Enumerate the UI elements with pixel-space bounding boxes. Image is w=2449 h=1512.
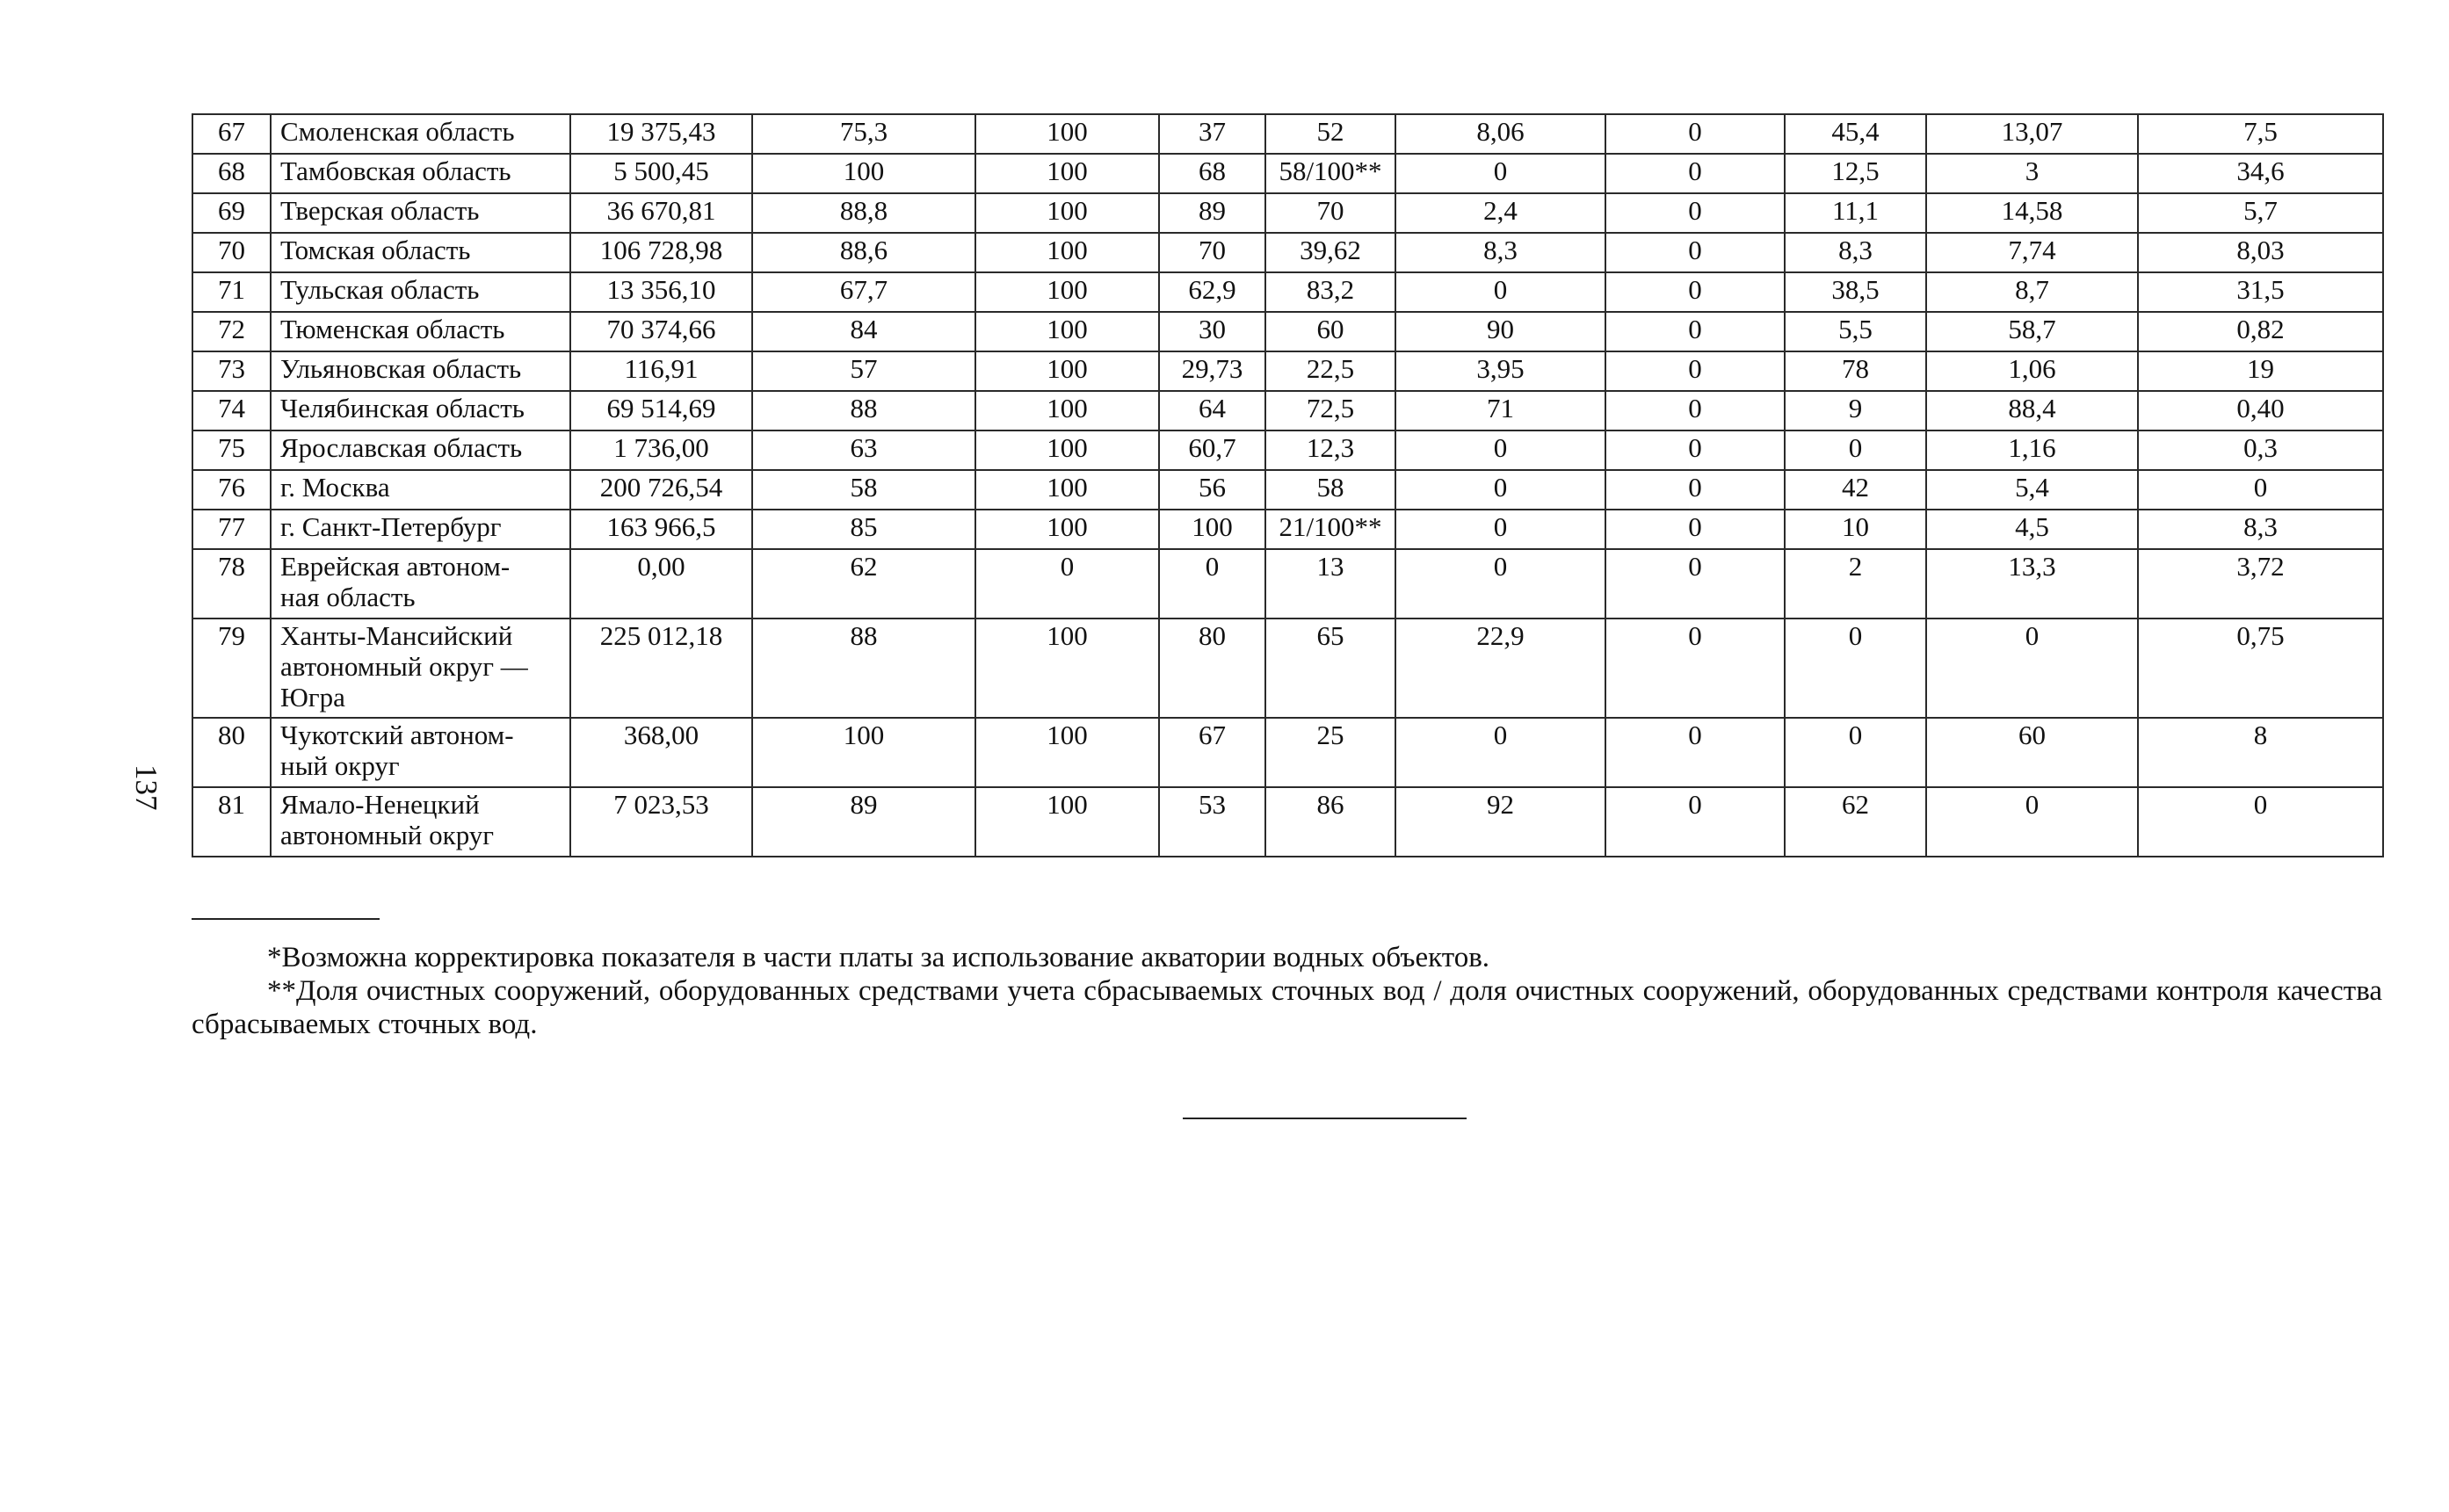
value-cell: 63 xyxy=(752,430,975,470)
value-cell: 100 xyxy=(975,233,1159,272)
value-cell: 88 xyxy=(752,619,975,718)
value-cell: 0 xyxy=(1605,114,1785,154)
row-number-cell: 70 xyxy=(192,233,271,272)
value-cell: 31,5 xyxy=(2138,272,2383,312)
value-cell: 57 xyxy=(752,351,975,391)
value-cell: 34,6 xyxy=(2138,154,2383,193)
value-cell: 89 xyxy=(752,787,975,857)
value-cell: 7,5 xyxy=(2138,114,2383,154)
row-number-cell: 72 xyxy=(192,312,271,351)
value-cell: 60 xyxy=(1265,312,1395,351)
value-cell: 60 xyxy=(1926,718,2138,787)
region-name-cell: Тульская область xyxy=(271,272,570,312)
row-number-cell: 69 xyxy=(192,193,271,233)
value-cell: 1,16 xyxy=(1926,430,2138,470)
value-cell: 0 xyxy=(1605,430,1785,470)
value-cell: 0 xyxy=(1605,510,1785,549)
value-cell: 58,7 xyxy=(1926,312,2138,351)
value-cell: 64 xyxy=(1159,391,1265,430)
value-cell: 8,3 xyxy=(2138,510,2383,549)
value-cell: 0 xyxy=(1605,233,1785,272)
value-cell: 39,62 xyxy=(1265,233,1395,272)
value-cell: 0 xyxy=(1605,312,1785,351)
value-cell: 163 966,5 xyxy=(570,510,752,549)
value-cell: 5,5 xyxy=(1785,312,1926,351)
row-number-cell: 74 xyxy=(192,391,271,430)
value-cell: 92 xyxy=(1395,787,1605,857)
table-row xyxy=(192,470,2383,510)
value-cell: 38,5 xyxy=(1785,272,1926,312)
value-cell: 13,3 xyxy=(1926,549,2138,619)
value-cell: 85 xyxy=(752,510,975,549)
value-cell: 100 xyxy=(975,430,1159,470)
value-cell: 70 xyxy=(1159,233,1265,272)
value-cell: 200 726,54 xyxy=(570,470,752,510)
value-cell: 13 356,10 xyxy=(570,272,752,312)
value-cell: 52 xyxy=(1265,114,1395,154)
value-cell: 1 736,00 xyxy=(570,430,752,470)
value-cell: 100 xyxy=(975,154,1159,193)
value-cell: 100 xyxy=(975,619,1159,718)
value-cell: 22,9 xyxy=(1395,619,1605,718)
row-number-cell: 78 xyxy=(192,549,271,619)
value-cell: 88 xyxy=(752,391,975,430)
value-cell: 1,06 xyxy=(1926,351,2138,391)
value-cell: 11,1 xyxy=(1785,193,1926,233)
value-cell: 62 xyxy=(752,549,975,619)
value-cell: 0 xyxy=(1785,619,1926,718)
value-cell: 3,95 xyxy=(1395,351,1605,391)
region-name-cell: Ханты-Мансийский автономный округ — Югра xyxy=(271,619,570,718)
value-cell: 19 xyxy=(2138,351,2383,391)
value-cell: 88,6 xyxy=(752,233,975,272)
value-cell: 65 xyxy=(1265,619,1395,718)
value-cell: 100 xyxy=(975,272,1159,312)
value-cell: 0 xyxy=(1605,470,1785,510)
value-cell: 100 xyxy=(975,114,1159,154)
value-cell: 36 670,81 xyxy=(570,193,752,233)
value-cell: 0 xyxy=(975,549,1159,619)
value-cell: 0,3 xyxy=(2138,430,2383,470)
value-cell: 62,9 xyxy=(1159,272,1265,312)
value-cell: 4,5 xyxy=(1926,510,2138,549)
value-cell: 37 xyxy=(1159,114,1265,154)
value-cell: 78 xyxy=(1785,351,1926,391)
row-number-cell: 76 xyxy=(192,470,271,510)
value-cell: 45,4 xyxy=(1785,114,1926,154)
value-cell: 0 xyxy=(1395,549,1605,619)
table-row xyxy=(192,718,2383,787)
value-cell: 80 xyxy=(1159,619,1265,718)
row-number-cell: 71 xyxy=(192,272,271,312)
value-cell: 368,00 xyxy=(570,718,752,787)
value-cell: 0 xyxy=(1605,193,1785,233)
value-cell: 0 xyxy=(1605,391,1785,430)
value-cell: 10 xyxy=(1785,510,1926,549)
value-cell: 22,5 xyxy=(1265,351,1395,391)
region-name-cell: Ульяновская область xyxy=(271,351,570,391)
value-cell: 100 xyxy=(975,351,1159,391)
table-row xyxy=(192,787,2383,857)
value-cell: 13 xyxy=(1265,549,1395,619)
table-row xyxy=(192,272,2383,312)
value-cell: 86 xyxy=(1265,787,1395,857)
value-cell: 58/100** xyxy=(1265,154,1395,193)
footnote-1: *Возможна корректировка показателя в части платы за использование акватории водных объектов. xyxy=(267,942,1490,973)
value-cell: 7,74 xyxy=(1926,233,2138,272)
value-cell: 58 xyxy=(1265,470,1395,510)
row-number-cell: 79 xyxy=(192,619,271,718)
value-cell: 71 xyxy=(1395,391,1605,430)
region-name-cell: г. Москва xyxy=(271,470,570,510)
value-cell: 100 xyxy=(1159,510,1265,549)
value-cell: 0 xyxy=(1926,619,2138,718)
value-cell: 72,5 xyxy=(1265,391,1395,430)
value-cell: 0 xyxy=(2138,470,2383,510)
region-name-cell: Ярославская область xyxy=(271,430,570,470)
value-cell: 60,7 xyxy=(1159,430,1265,470)
row-number-cell: 81 xyxy=(192,787,271,857)
value-cell: 0 xyxy=(1395,718,1605,787)
region-name-cell: Тамбовская область xyxy=(271,154,570,193)
value-cell: 42 xyxy=(1785,470,1926,510)
value-cell: 100 xyxy=(975,193,1159,233)
region-name-cell: Челябинская область xyxy=(271,391,570,430)
value-cell: 100 xyxy=(975,470,1159,510)
value-cell: 0 xyxy=(1605,272,1785,312)
closing-rule xyxy=(1183,1118,1467,1119)
region-name-cell: г. Санкт-Петербург xyxy=(271,510,570,549)
value-cell: 0 xyxy=(1605,787,1785,857)
value-cell: 67 xyxy=(1159,718,1265,787)
table-body xyxy=(192,114,2383,857)
value-cell: 3 xyxy=(1926,154,2138,193)
value-cell: 0 xyxy=(1605,154,1785,193)
value-cell: 0 xyxy=(1605,549,1785,619)
value-cell: 106 728,98 xyxy=(570,233,752,272)
region-name-cell: Томская область xyxy=(271,233,570,272)
value-cell: 3,72 xyxy=(2138,549,2383,619)
table-row xyxy=(192,619,2383,718)
region-name-cell: Смоленская область xyxy=(271,114,570,154)
value-cell: 0 xyxy=(1395,470,1605,510)
value-cell: 7 023,53 xyxy=(570,787,752,857)
row-number-cell: 68 xyxy=(192,154,271,193)
row-number-cell: 73 xyxy=(192,351,271,391)
value-cell: 58 xyxy=(752,470,975,510)
value-cell: 100 xyxy=(975,312,1159,351)
value-cell: 0,00 xyxy=(570,549,752,619)
value-cell: 100 xyxy=(975,391,1159,430)
value-cell: 0,40 xyxy=(2138,391,2383,430)
value-cell: 12,5 xyxy=(1785,154,1926,193)
region-name-cell: Чукотский автоном- ный округ xyxy=(271,718,570,787)
value-cell: 0 xyxy=(1926,787,2138,857)
value-cell: 8,06 xyxy=(1395,114,1605,154)
table-row xyxy=(192,312,2383,351)
value-cell: 68 xyxy=(1159,154,1265,193)
value-cell: 2 xyxy=(1785,549,1926,619)
value-cell: 0 xyxy=(2138,787,2383,857)
value-cell: 0 xyxy=(1395,510,1605,549)
value-cell: 67,7 xyxy=(752,272,975,312)
value-cell: 19 375,43 xyxy=(570,114,752,154)
table-row xyxy=(192,154,2383,193)
value-cell: 90 xyxy=(1395,312,1605,351)
value-cell: 30 xyxy=(1159,312,1265,351)
value-cell: 0 xyxy=(1159,549,1265,619)
value-cell: 5,7 xyxy=(2138,193,2383,233)
value-cell: 0 xyxy=(1785,430,1926,470)
table-row xyxy=(192,510,2383,549)
value-cell: 5 500,45 xyxy=(570,154,752,193)
value-cell: 62 xyxy=(1785,787,1926,857)
table-row xyxy=(192,391,2383,430)
table-row xyxy=(192,193,2383,233)
value-cell: 84 xyxy=(752,312,975,351)
value-cell: 88,4 xyxy=(1926,391,2138,430)
indicators-table xyxy=(192,113,2384,857)
value-cell: 12,3 xyxy=(1265,430,1395,470)
value-cell: 14,58 xyxy=(1926,193,2138,233)
value-cell: 0,82 xyxy=(2138,312,2383,351)
region-name-cell: Тюменская область xyxy=(271,312,570,351)
page-number: 137 xyxy=(129,764,163,811)
value-cell: 100 xyxy=(975,510,1159,549)
table-row xyxy=(192,351,2383,391)
row-number-cell: 67 xyxy=(192,114,271,154)
row-number-cell: 75 xyxy=(192,430,271,470)
footnote-separator xyxy=(192,918,380,920)
value-cell: 0,75 xyxy=(2138,619,2383,718)
value-cell: 116,91 xyxy=(570,351,752,391)
value-cell: 0 xyxy=(1395,272,1605,312)
value-cell: 29,73 xyxy=(1159,351,1265,391)
value-cell: 0 xyxy=(1785,718,1926,787)
value-cell: 25 xyxy=(1265,718,1395,787)
row-number-cell: 80 xyxy=(192,718,271,787)
value-cell: 100 xyxy=(975,787,1159,857)
value-cell: 70 374,66 xyxy=(570,312,752,351)
value-cell: 9 xyxy=(1785,391,1926,430)
value-cell: 2,4 xyxy=(1395,193,1605,233)
value-cell: 8,7 xyxy=(1926,272,2138,312)
value-cell: 8,3 xyxy=(1395,233,1605,272)
value-cell: 53 xyxy=(1159,787,1265,857)
value-cell: 0 xyxy=(1605,619,1785,718)
value-cell: 100 xyxy=(752,154,975,193)
value-cell: 225 012,18 xyxy=(570,619,752,718)
value-cell: 0 xyxy=(1605,351,1785,391)
value-cell: 5,4 xyxy=(1926,470,2138,510)
value-cell: 69 514,69 xyxy=(570,391,752,430)
table-row xyxy=(192,430,2383,470)
value-cell: 88,8 xyxy=(752,193,975,233)
value-cell: 0 xyxy=(1605,718,1785,787)
value-cell: 100 xyxy=(975,718,1159,787)
value-cell: 13,07 xyxy=(1926,114,2138,154)
region-name-cell: Ямало-Ненецкий автономный округ xyxy=(271,787,570,857)
value-cell: 8,03 xyxy=(2138,233,2383,272)
table-row xyxy=(192,549,2383,619)
value-cell: 8 xyxy=(2138,718,2383,787)
table-row xyxy=(192,114,2383,154)
row-number-cell: 77 xyxy=(192,510,271,549)
value-cell: 0 xyxy=(1395,154,1605,193)
table-row xyxy=(192,233,2383,272)
region-name-cell: Еврейская автоном- ная область xyxy=(271,549,570,619)
value-cell: 8,3 xyxy=(1785,233,1926,272)
value-cell: 0 xyxy=(1395,430,1605,470)
value-cell: 56 xyxy=(1159,470,1265,510)
value-cell: 89 xyxy=(1159,193,1265,233)
value-cell: 100 xyxy=(752,718,975,787)
value-cell: 21/100** xyxy=(1265,510,1395,549)
region-name-cell: Тверская область xyxy=(271,193,570,233)
value-cell: 83,2 xyxy=(1265,272,1395,312)
value-cell: 70 xyxy=(1265,193,1395,233)
footnote-2: **Доля очистных сооружений, оборудованных средствами учета сбрасываемых сточных вод / доля очистных сооружений, оборудованных средствами контроля качества сбрасываемых сточных вод. xyxy=(192,975,2382,1040)
value-cell: 75,3 xyxy=(752,114,975,154)
